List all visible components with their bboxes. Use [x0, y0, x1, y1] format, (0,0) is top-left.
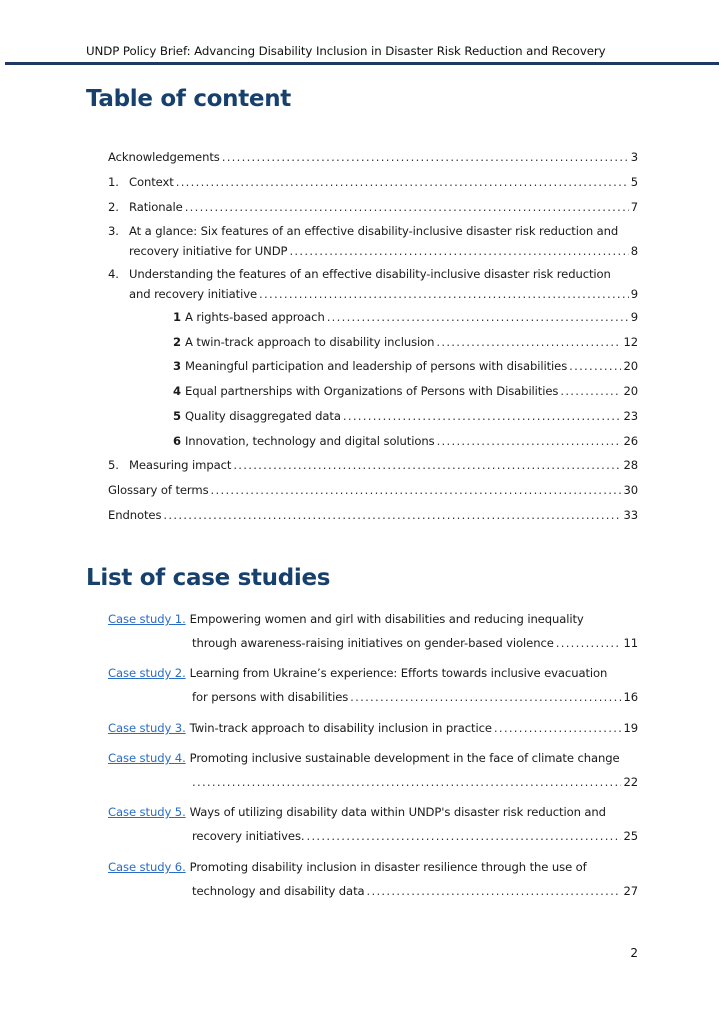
toc-page-number: 26: [623, 434, 638, 448]
toc-entry-number: 4.: [108, 267, 119, 281]
dot-leader: [367, 881, 622, 901]
case-study-title-line2: for persons with disabilities: [192, 690, 349, 704]
toc-entry-text: Measuring impact: [129, 458, 232, 472]
dot-leader: [436, 332, 621, 352]
case-studies-heading: List of case studies: [86, 565, 331, 591]
toc-page-number: 20: [623, 384, 638, 398]
toc-entry-text-line1: Understanding the features of an effective disability-inclusive disaster risk reduction: [129, 267, 611, 281]
dot-leader: [222, 147, 629, 167]
toc-subentry-innovation[interactable]: [173, 431, 638, 451]
case-study-link[interactable]: Case study 2.: [108, 666, 186, 680]
toc-entry-text-line1: At a glance: Six features of an effective disability-inclusive disaster risk reduction and: [129, 224, 619, 238]
dot-leader: [185, 197, 629, 217]
toc-page-number: 28: [623, 458, 638, 472]
case-study-title-line1: Ways of utilizing disability data within UNDP's disaster risk reduction and: [189, 805, 606, 819]
case-study-page-number: 19: [623, 721, 638, 735]
toc-entry-rationale[interactable]: [108, 197, 638, 217]
toc-entry-number: 2.: [108, 200, 119, 214]
case-study-title-line1: Twin-track approach to disability inclusion in practice: [189, 721, 492, 735]
case-study-page-number: 27: [623, 884, 638, 898]
toc-subentry-rights-based[interactable]: [173, 307, 638, 327]
case-study-page-number: 22: [623, 775, 638, 789]
case-study-entry-4: [108, 748, 638, 792]
toc-subentry-text: A twin-track approach to disability inclusion: [184, 335, 435, 349]
toc-subentry-disaggregated-data[interactable]: [173, 406, 638, 426]
dot-leader: [306, 826, 621, 846]
toc-page-number: 12: [623, 335, 638, 349]
toc-page-number: 9: [630, 310, 638, 324]
dot-leader: [289, 241, 628, 261]
toc-subentry-number: 1: [173, 310, 181, 324]
page-number: 2: [630, 946, 638, 960]
toc-page-number: 23: [623, 409, 638, 423]
case-study-page-number: 11: [623, 636, 638, 650]
toc-heading: Table of content: [86, 86, 291, 112]
toc-entry-text-line2: and recovery initiative: [129, 287, 258, 301]
toc-page-number: 33: [623, 508, 638, 522]
dot-leader: [211, 480, 622, 500]
toc-entry-context[interactable]: [108, 172, 638, 192]
toc-entry-at-a-glance[interactable]: [108, 221, 638, 261]
case-study-title-line1: Promoting disability inclusion in disaster resilience through the use of: [189, 860, 587, 874]
case-study-page-number: 25: [623, 829, 638, 843]
case-study-title-line2: recovery initiatives.: [192, 829, 305, 843]
toc-page-number: 30: [623, 483, 638, 497]
toc-subentry-text: Meaningful participation and leadership of persons with disabilities: [184, 359, 568, 373]
running-header: UNDP Policy Brief: Advancing Disability Inclusion in Disaster Risk Reduction and Recovery: [86, 44, 606, 58]
toc-page-number: 20: [623, 359, 638, 373]
case-study-title-line1: Learning from Ukraine’s experience: Efforts towards inclusive evacuation: [189, 666, 608, 680]
toc-entry-text: Acknowledgements: [108, 150, 220, 164]
toc-entry-number: 5.: [108, 458, 119, 472]
case-study-link[interactable]: Case study 5.: [108, 805, 186, 819]
toc-entry-glossary[interactable]: [108, 480, 638, 500]
toc-entry-endnotes[interactable]: [108, 505, 638, 525]
toc-subentry-meaningful-participation[interactable]: [173, 356, 638, 376]
toc-entry-understanding-features[interactable]: [108, 264, 638, 304]
toc-subentry-text: Quality disaggregated data: [184, 409, 341, 423]
toc-page-number: 5: [630, 175, 638, 189]
dot-leader: [233, 455, 621, 475]
toc-entry-text: Glossary of terms: [108, 483, 209, 497]
case-study-page-number: 16: [623, 690, 638, 704]
dot-leader: [259, 284, 629, 304]
toc-entry-text: Rationale: [129, 200, 183, 214]
case-study-title-line1: Promoting inclusive sustainable development in the face of climate change: [189, 751, 620, 765]
case-study-title-line2: technology and disability data: [192, 884, 365, 898]
header-rule: [5, 62, 719, 65]
case-study-entry-2: [108, 663, 638, 707]
toc-subentry-text: A rights-based approach: [184, 310, 325, 324]
dot-leader: [163, 505, 621, 525]
case-study-link[interactable]: Case study 1.: [108, 612, 186, 626]
case-study-entry-3: [108, 718, 638, 738]
case-study-link[interactable]: Case study 4.: [108, 751, 186, 765]
toc-subentry-equal-partnerships[interactable]: [173, 381, 638, 401]
toc-subentry-number: 3: [173, 359, 181, 373]
toc-subentry-number: 6: [173, 434, 181, 448]
toc-entry-acknowledgements[interactable]: [108, 147, 638, 167]
toc-page-number: 3: [630, 150, 638, 164]
dot-leader: [327, 307, 629, 327]
toc-entry-measuring-impact[interactable]: [108, 455, 638, 475]
toc-entry-text: Context: [129, 175, 174, 189]
toc-subentry-number: 4: [173, 384, 181, 398]
toc-page-number: 7: [630, 200, 638, 214]
toc-entry-text: Endnotes: [108, 508, 162, 522]
case-study-entry-6: [108, 857, 638, 901]
dot-leader: [569, 356, 621, 376]
toc-entry-text-line2: recovery initiative for UNDP: [129, 244, 288, 258]
dot-leader: [176, 172, 629, 192]
toc-subentry-number: 2: [173, 335, 181, 349]
toc-subentry-text: Equal partnerships with Organizations of Persons with Disabilities: [184, 384, 559, 398]
toc-subentry-twin-track[interactable]: [173, 332, 638, 352]
case-study-entry-1: [108, 609, 638, 653]
case-study-title-line1: Empowering women and girl with disabilities and reducing inequality: [189, 612, 584, 626]
case-study-link[interactable]: Case study 6.: [108, 860, 186, 874]
dot-leader: [494, 718, 622, 738]
toc-entry-number: 3.: [108, 224, 119, 238]
toc-subentry-number: 5: [173, 409, 181, 423]
toc-page-number: 9: [630, 287, 638, 301]
dot-leader: [192, 772, 621, 792]
dot-leader: [556, 633, 622, 653]
dot-leader: [437, 431, 622, 451]
toc-page-number: 8: [630, 244, 638, 258]
dot-leader: [343, 406, 622, 426]
dot-leader: [560, 381, 621, 401]
case-study-link[interactable]: Case study 3.: [108, 721, 186, 735]
dot-leader: [350, 687, 621, 707]
toc-subentry-text: Innovation, technology and digital solutions: [184, 434, 435, 448]
toc-entry-number: 1.: [108, 175, 119, 189]
case-study-title-line2: through awareness-raising initiatives on gender-based violence: [192, 636, 554, 650]
case-study-entry-5: [108, 802, 638, 846]
